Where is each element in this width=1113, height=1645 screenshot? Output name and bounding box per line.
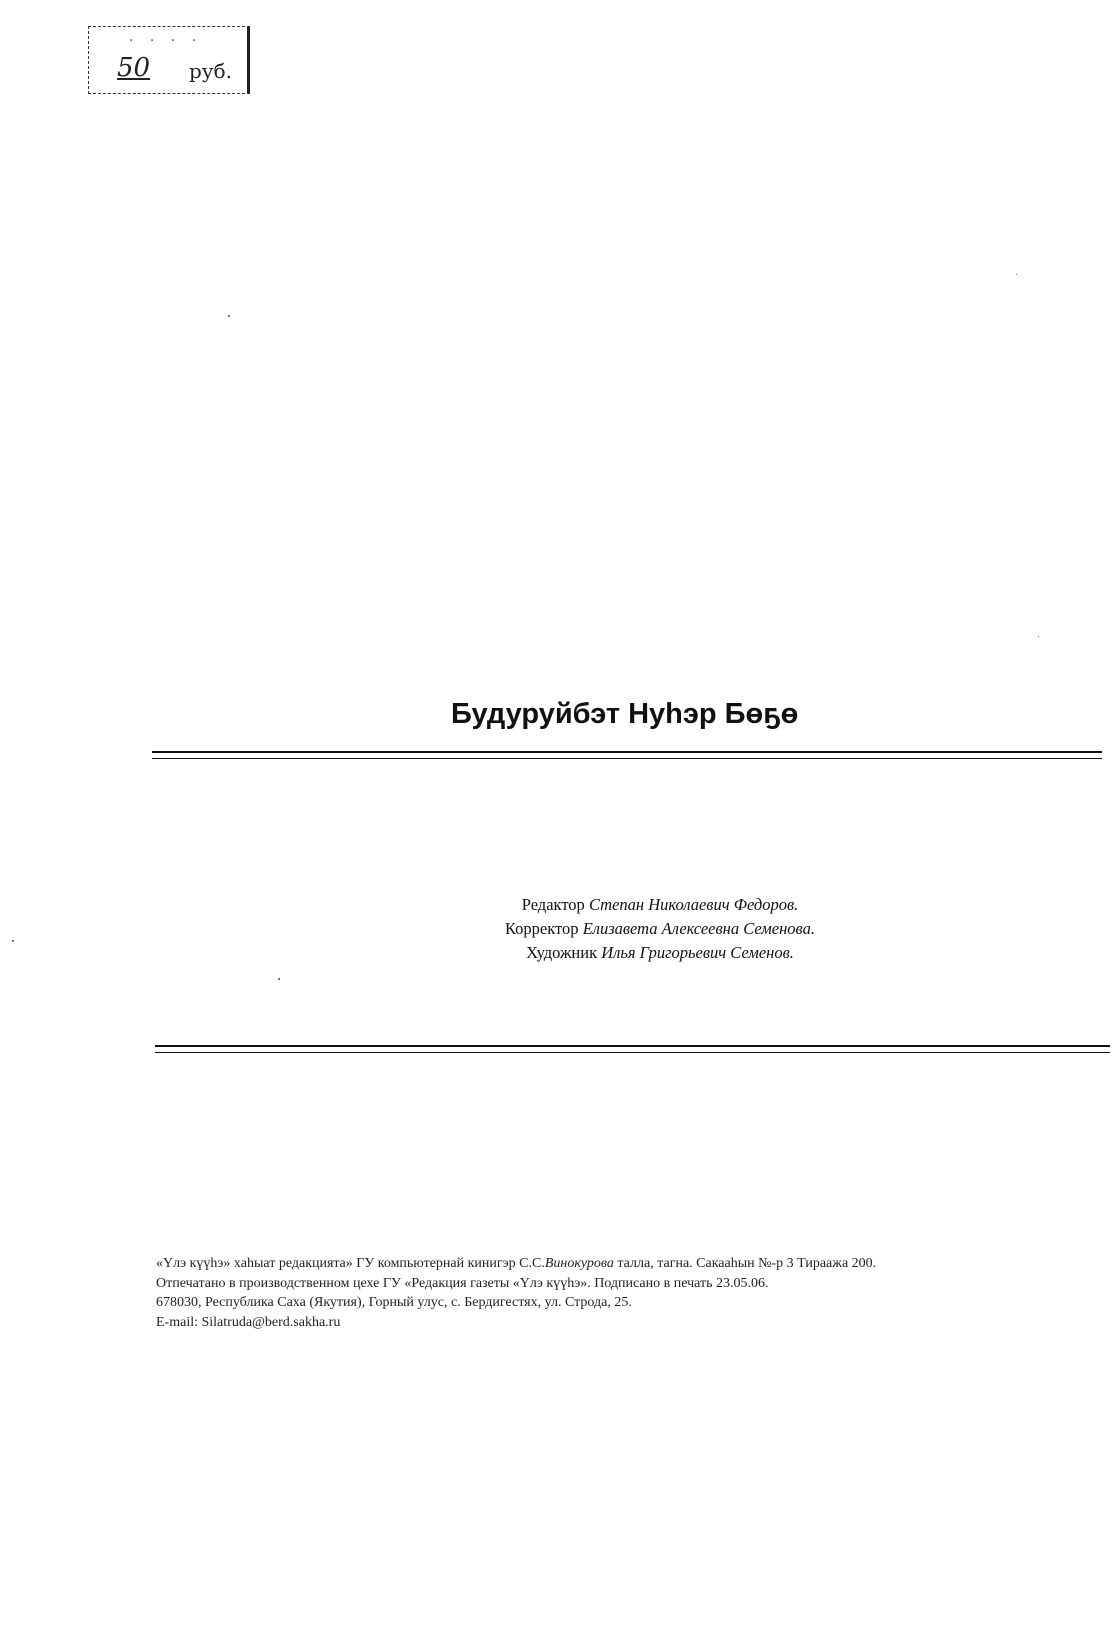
divider-top	[152, 751, 1102, 759]
book-title: Будуруйбэт Нуһэр Бөҕө	[451, 698, 799, 730]
imprint-line-1	[156, 1254, 876, 1274]
divider-bottom	[155, 1045, 1110, 1053]
scan-speck	[1016, 274, 1017, 275]
price-stamp	[88, 26, 250, 94]
scan-speck	[278, 978, 280, 980]
imprint-line-1-suffix: талла, тагна. Сакааһын №-р 3 Тираажа 200.	[613, 1256, 877, 1271]
imprint-line-1-prefix: «Үлэ күүһэ» хаһыат редакциятa» ГУ компьютернай кинигэр С.С.	[156, 1256, 545, 1271]
scan-speck	[12, 940, 14, 942]
stamp-noise: · · · ·	[129, 33, 203, 49]
imprint-line-1-italic: Винокурова	[544, 1256, 614, 1271]
credit-artist	[460, 941, 860, 965]
credit-editor	[460, 893, 860, 917]
imprint-line-3: 678030, Республика Саха (Якутия), Горный улус, с. Бердигестях, ул. Строда, 25.	[156, 1295, 632, 1310]
imprint-block	[156, 1254, 876, 1332]
scan-speck	[228, 315, 230, 317]
imprint-email: E-mail: Silatruda@berd.sakha.ru	[156, 1314, 341, 1330]
scan-speck	[1038, 636, 1039, 637]
price-unit: руб.	[189, 59, 232, 83]
price-value: 50	[117, 53, 151, 83]
imprint-line-2: Отпечатано в производственном цехе ГУ «Редакция газеты «Үлэ күүһэ». Подписано в печать 23.05.06.	[156, 1275, 769, 1291]
credit-proofreader	[460, 917, 860, 941]
credit-role: Редактор	[521, 895, 585, 914]
credit-role: Корректор	[505, 919, 579, 938]
credits-block	[460, 893, 860, 965]
credit-name: Илья Григорьевич Семенов.	[601, 943, 794, 962]
credit-name: Елизавета Алексеевна Семенова.	[582, 919, 815, 938]
credit-name: Степан Николаевич Федоров.	[588, 895, 799, 914]
credit-role: Художник	[526, 943, 598, 962]
